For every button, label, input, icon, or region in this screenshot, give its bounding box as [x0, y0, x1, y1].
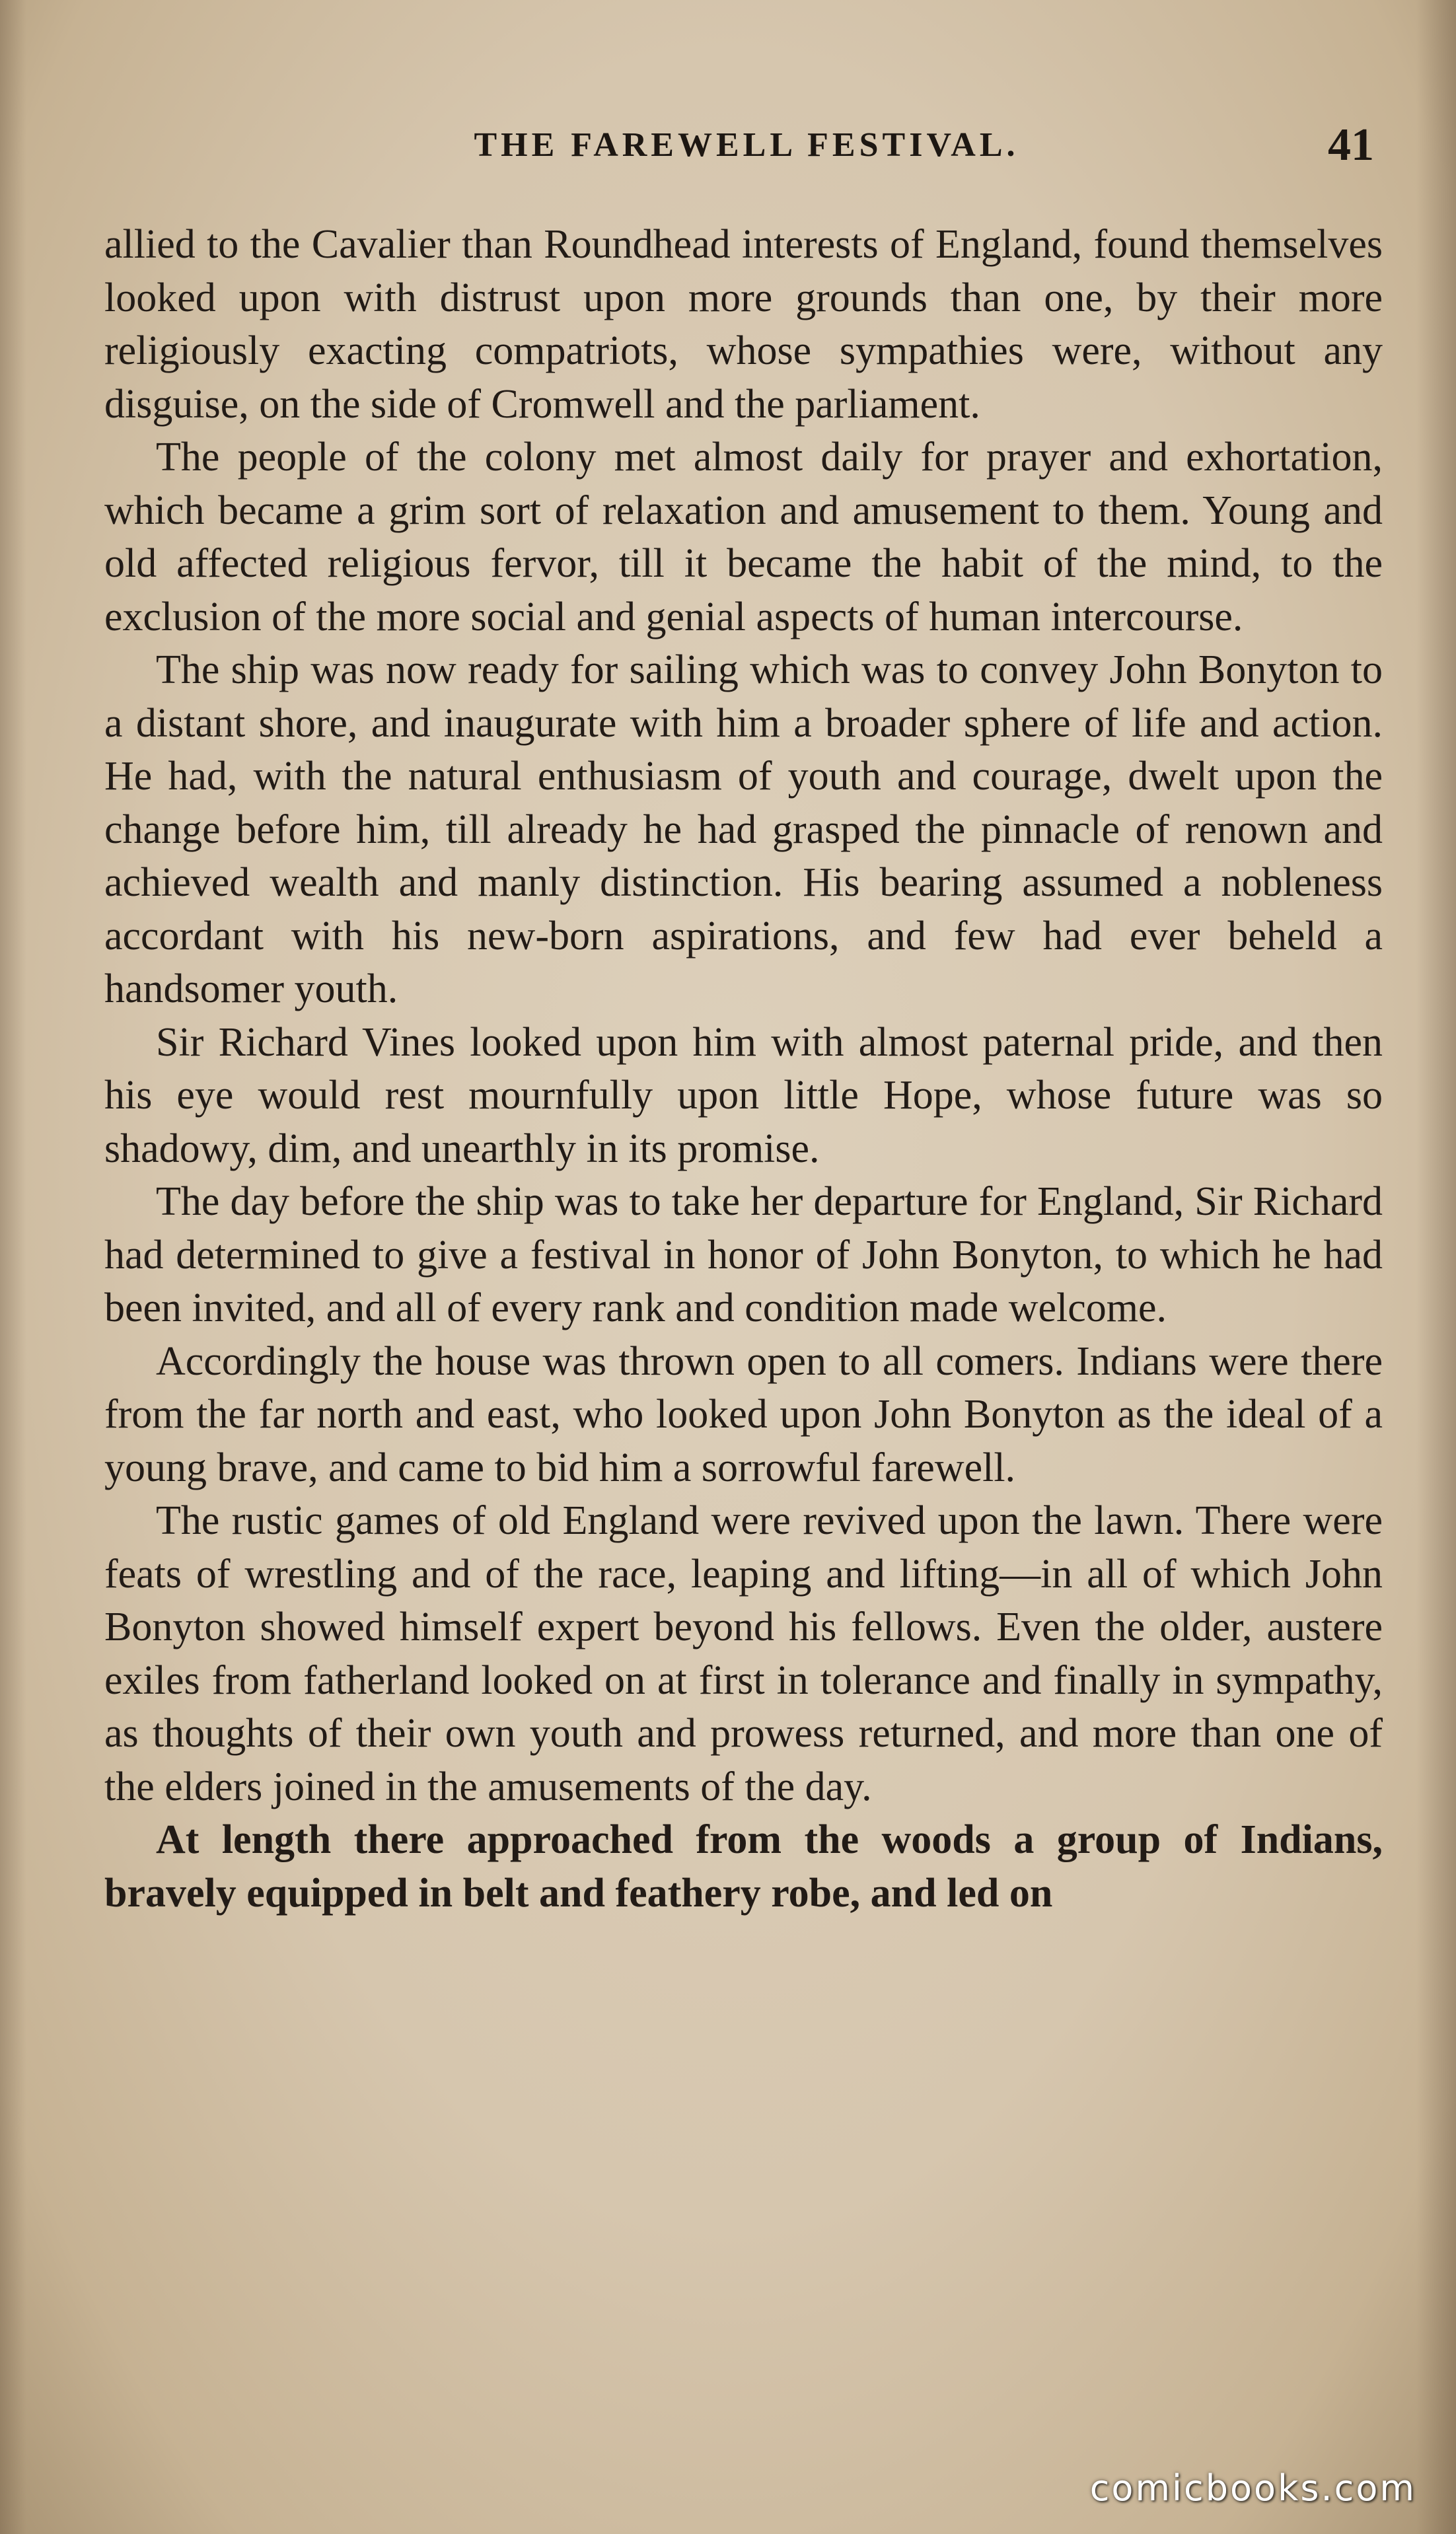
- paragraph: The rustic games of old England were revived upon the lawn. There were feats of wrestling and of the race, leaping and lifting—in all of which John Bonyton showed himself expert beyond his fellows. Even the older, austere exiles from fatherland looked on at first in tolerance and finally in sympathy, as thoughts of their own youth and prowess returned, and more than one of the elders joined in the amusements of the day.: [104, 1498, 1383, 1809]
- page-edge-shadow-right: [1416, 0, 1456, 2534]
- running-title: THE FAREWELL FESTIVAL.: [474, 126, 1019, 164]
- paragraph: Accordingly the house was thrown open to all comers. Indians were there from the far north and east, who looked upon John Bonyton as the ideal of a young brave, and came to bid him a sorrowful farewell.: [104, 1338, 1383, 1490]
- page-number: 41: [1328, 120, 1374, 170]
- body-text: [104, 218, 1383, 1920]
- page-edge-shadow-left: [0, 0, 26, 2534]
- paragraph: Sir Richard Vines looked upon him with almost paternal pride, and then his eye would rest mournfully upon little Hope, whose future was so shadowy, dim, and unearthly in its promise.: [104, 1019, 1383, 1171]
- paragraph: The people of the colony met almost daily for prayer and exhortation, which became a grim sort of relaxation and amusement to them. Young and old affected religious fervor, till it became the habit of the mind, to the exclusion of the more social and genial aspects of human intercourse.: [104, 435, 1383, 639]
- running-header: [106, 119, 1387, 172]
- paragraph: allied to the Cavalier than Roundhead interests of England, found themselves looked upon with distrust upon more grounds than one, by their more religiously exacting compatriots, whose sympathies were, without any disguise, on the side of Cromwell and the parliament.: [104, 222, 1383, 427]
- paragraph: At length there approached from the woods a group of Indians, bravely equipped in belt and feathery robe, and led on: [104, 1817, 1383, 1916]
- watermark-text: comicbooks.com: [1089, 2467, 1416, 2509]
- paragraph: The ship was now ready for sailing which was to convey John Bonyton to a distant shore, and inaugurate with him a broader sphere of life and action. He had, with the natural enthusiasm of youth and courage, dwelt upon the change before him, till already he had grasped the pinnacle of renown and achieved wealth and manly distinction. His bearing assumed a nobleness accordant with his new-born aspirations, and few had ever beheld a handsomer youth.: [104, 647, 1383, 1011]
- paragraph: The day before the ship was to take her departure for England, Sir Richard had determined to give a festival in honor of John Bonyton, to which he had been invited, and all of every rank and condition made welcome.: [104, 1179, 1383, 1330]
